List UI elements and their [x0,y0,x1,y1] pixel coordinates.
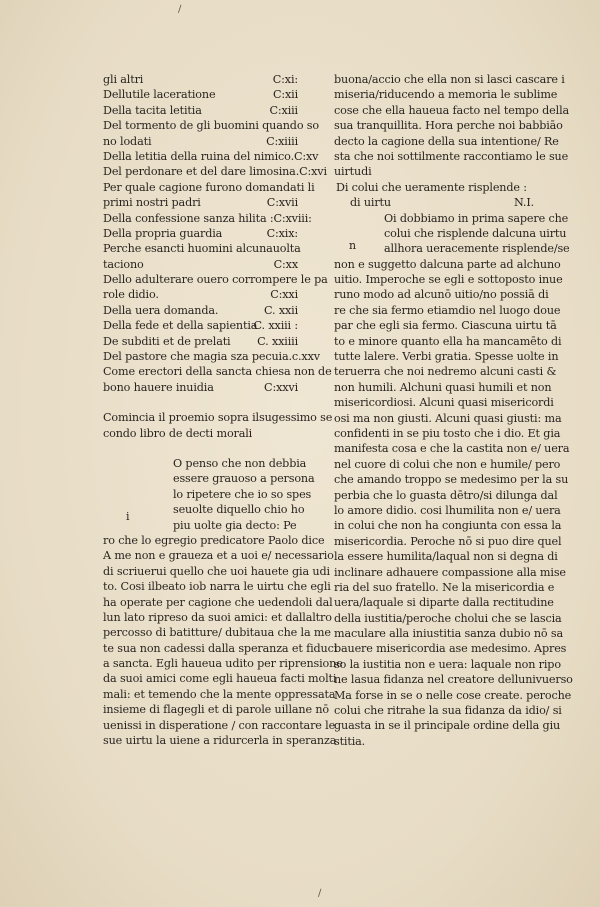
toc-entry-text: role didio. [103,288,159,302]
right-top-text [334,72,568,180]
chapter-line: confidenti in se piu tosto che i dio. Et gia [334,426,561,440]
proem-line: da suoi amici come egli haueua facti molti [103,672,337,686]
chapter-line: misericordia. Peroche nō si puo dire quel [334,534,562,548]
right-top-line: miseria/riducendo a memoria le sublime [334,88,558,102]
toc-entry-ref: C. xxii [264,303,298,317]
chapter-line: runo modo ad alcunō uitio/no possiā di [334,288,549,302]
chapter-line: in colui che non ha congiunta con essa la [334,519,562,533]
chapter-line: non humili. Alchuni quasi humili et non [334,380,552,394]
toc-entry-ref: C. xxiii : [253,319,298,333]
toc-entry [103,272,328,287]
toc-entry [103,103,318,118]
right-column [334,72,573,749]
toc-entry-ref: C:xix: [266,226,298,240]
toc-entry-text: Della propria guardia [103,226,223,240]
proem-heading [103,410,333,441]
toc-entry-text: bono hauere inuidia [103,380,214,394]
chapter-line: la essere humilita/laqual non si degna di [334,550,558,564]
chapter-line: Ma forse in se o nelle cose create. peroche [334,688,572,702]
toc-entry-ref: C:xxi [270,288,298,302]
toc-entry-text: Dello adulterare ouero corrompere le pa [103,273,328,287]
chapter-line: teruerra che noi nedremo alcuni casti & [334,365,557,379]
toc-entry-text: Della letitia della ruina del nimico.C:xv [103,149,319,163]
toc-entry [103,318,318,333]
chapter-line: guasta in se il principale ordine della giu [334,719,561,733]
proem-line: di scriuerui quello che uoi hauete gia udi [103,564,330,578]
chapter-heading-2: di uirtu N.I. [350,196,534,210]
toc-entry-ref: C:xiii [269,103,298,117]
toc-entry [103,380,318,395]
toc-entry [103,118,318,133]
toc-entry [103,134,318,149]
toc-entry [103,241,318,256]
toc-entry [103,164,327,179]
toc-entry [103,257,318,272]
chapter-number: N.I. [513,196,534,210]
drop-letter-i: i [126,510,130,523]
chapter-line: misericordiosi. Alcuni quasi misericordi [334,396,554,410]
chapter-line: manifesta cosa e che la castita non e/ uera [334,442,570,456]
chapter-indented [334,211,568,257]
top-mark: ∕ [178,4,182,15]
proem-line: lun lato ripreso da suoi amici: et dallaltro [103,610,332,624]
proem-line: insieme di flagegli et di parole uillane nō [103,703,329,717]
right-top-line: buona/accio che ella non si lasci cascare i [334,73,565,86]
toc-entry-text: Della confessione sanza hilita :C:xviii: [103,211,312,225]
chapter-line: lo amore didio. cosi lhumilita non e/ uera [334,503,561,517]
chapter-body [334,257,573,750]
proem-line: ro che lo egregio predicatore Paolo dice [103,533,325,547]
proem-indented-line: seuolte diquello chio ho [173,503,305,517]
proem-indented-line: essere grauoso a persona [173,472,315,486]
toc-entry [103,349,318,364]
toc-entry-text: primi nostri padri [103,196,201,210]
proem-line: uenissi in disperatione / con raccontare le [103,718,336,732]
right-top-line: sua tranquillita. Hora perche noi babbiāo [334,119,563,133]
left-column [103,72,343,748]
toc-entry-text: Come erectori della sancta chiesa non de [103,365,332,379]
chapter-line: uitio. Imperoche se egli e sottoposto inue [334,273,563,287]
proem-line: ha operate per cagione che uedendoli dal [103,595,333,609]
proem-line: mali: et temendo che la mente oppressata [103,687,336,701]
proem-line: te sua non cadessi dalla speranza et fiduci [103,641,338,655]
chapter-line: bauere misericordia ase medesimo. Apres [334,642,567,656]
bottom-mark: ∕ [318,888,322,899]
toc-entry [103,180,318,195]
chapter-indented-line: colui che risplende dalcuna uirtu [384,226,567,240]
toc-entry-text: Dellutile laceratione [103,88,216,102]
right-top-line: uirtudi [334,165,372,179]
toc-entry-ref: C. xxiiii [257,334,298,348]
right-top-line: decto la cagione della sua intentione/ Re [334,134,559,148]
toc-entry-text: Della fede et della sapientia [103,319,258,333]
toc-entry [103,149,318,164]
chapter-line: osi ma non giusti. Alcuni quasi giusti: ma [334,411,562,425]
chapter-line: par che egli sia fermo. Ciascuna uirtu tā [334,319,557,333]
chapter-line: non e suggetto dalcuna parte ad alchuno [334,257,561,271]
toc-entry-text: Della uera domanda. [103,303,219,317]
toc-entry-text: Del perdonare et del dare limosina.C:xvi [103,165,327,179]
toc-entry-ref: C:xx [273,257,298,271]
chapter-line: ne lasua fidanza nel creatore dellunivuerso [334,673,573,687]
chapter-line: stitia. [334,734,366,748]
toc-entry-text: De subditi et de prelati [103,334,231,348]
chapter-line: to e minore quanto ella ha mancamēto di [334,334,562,348]
table-of-contents [103,72,332,395]
chapter-heading: Di colui che ueramente risplende : [336,180,527,194]
toc-entry [103,287,318,302]
toc-entry-text: Per quale cagione furono domandati li [103,180,315,194]
chapter-line: colui che ritrahe la sua fidanza da idio/ si [334,704,562,718]
toc-entry [103,334,318,349]
drop-letter-n: n [349,239,357,252]
chapter-line: nel cuore di colui che non e humile/ pero [334,457,561,471]
toc-entry [103,211,318,226]
toc-entry-text: no lodati [103,134,152,148]
toc-entry-text: Del tormento de gli buomini quando so [103,119,319,133]
proem-line: a sancta. Egli haueua udito per riprensione [103,657,343,671]
proem-body [103,533,343,748]
proem-heading-line: condo libro de decti morali [103,426,253,440]
toc-entry-ref: C:xii [272,88,298,102]
toc-entry-text: taciono [103,257,144,271]
toc-entry-ref: C:xvii [266,196,298,210]
proem-line: A me non e graueza et a uoi e/ necessario [103,549,334,563]
right-top-line: sta che noi sottilmente raccontiamo le sue [334,149,569,163]
chapter-line: maculare alla iniustitia sanza dubio nō sa [334,627,563,641]
toc-entry [103,195,318,210]
chapter-line: uera/laquale si diparte dalla rectitudine [334,596,554,610]
chapter-line: so la iustitia non e uera: laquale non ripo [334,657,561,671]
chapter-line: re che sia fermo etiamdio nel luogo doue [334,303,561,317]
toc-entry [103,87,318,102]
toc-entry-ref: C:xiiii [266,134,298,148]
proem-line: to. Cosi ilbeato iob narra le uirtu che egli [103,580,331,594]
proem-indented [103,456,318,533]
toc-entry [103,226,318,241]
chapter-line: della iustitia/peroche cholui che se lascia [334,611,562,625]
chapter-line: tutte lalere. Verbi gratia. Spesse uolte in [334,350,559,364]
toc-entry-text: gli altri [103,73,144,86]
proem-line: sue uirtu la uiene a ridurcerla in speranza [103,734,337,748]
proem-indented-line: lo ripetere che io so spes [173,487,312,501]
proem-indented-line: piu uolte gia decto: Pe [173,518,297,532]
proem-line: percosso di batitture/ dubitaua che la me [103,626,331,640]
chapter-indented-line: Oi dobbiamo in prima sapere che [384,211,569,225]
toc-entry [103,72,318,87]
proem-heading-line: Comincia il proemio sopra ilsugessimo se [103,411,333,425]
toc-entry-ref: C:xi: [272,73,298,86]
toc-entry [103,303,318,318]
chapter-line: inclinare adhauere compassione alla mise [334,565,566,579]
chapter-line: che amando troppo se medesimo per la su [334,473,569,487]
proem-indented-line: O penso che non debbia [173,456,307,470]
chapter-indented-line: allhora ueracemente risplende/se [384,242,570,256]
toc-entry-text: Del pastore che magia sza pecuia.c.xxv [103,350,320,364]
chapter-line: perbia che lo guasta dētro/si dilunga dal [334,488,558,502]
chapter-line: ria del suo fratello. Ne la misericordia e [334,580,555,594]
right-top-line: cose che ella haueua facto nel tempo della [334,103,570,117]
toc-entry-text: Perche esancti huomini alcunauolta [103,242,301,256]
toc-entry [103,364,332,379]
toc-entry-text: Della tacita letitia [103,103,202,117]
toc-entry-ref: C:xxvi [264,380,298,394]
